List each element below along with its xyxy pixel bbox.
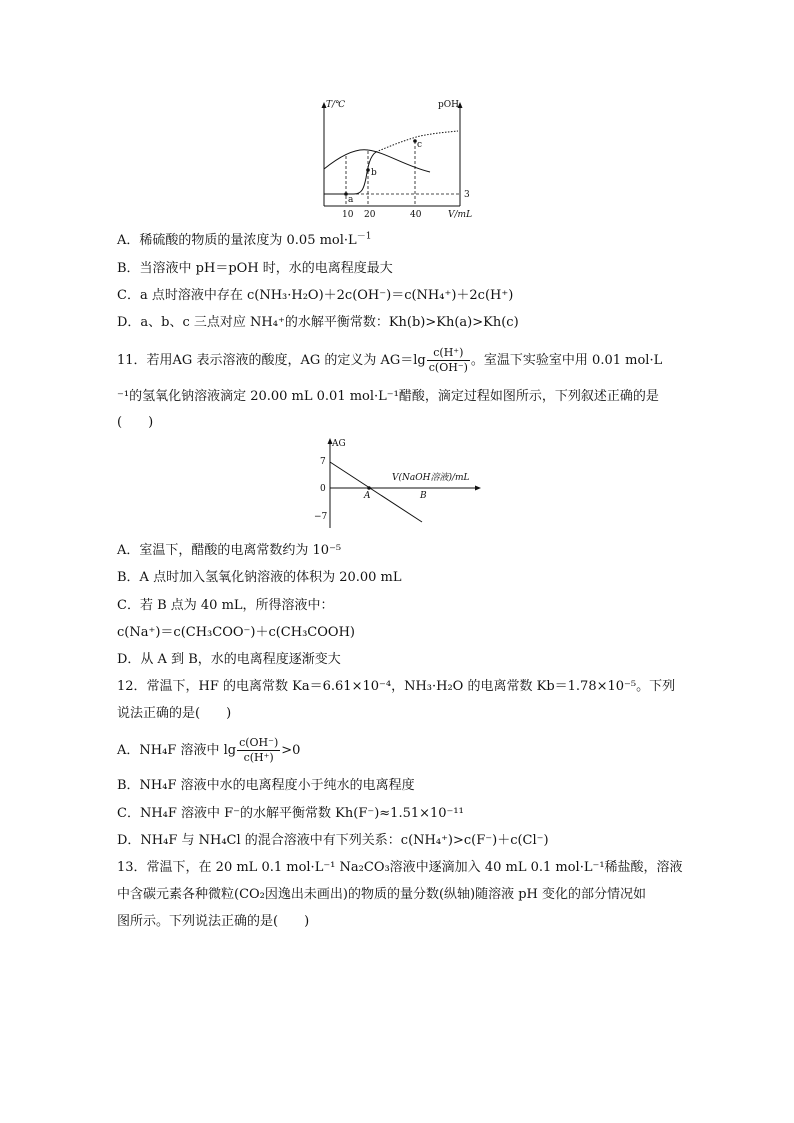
point-A-marker <box>367 486 371 490</box>
q10-option-b: B．当溶液中 pH＝pOH 时，水的电离程度最大 <box>117 261 393 276</box>
y-tick-7: 7 <box>320 457 326 467</box>
right-tick-3: 3 <box>464 190 470 200</box>
x-tick-10: 10 <box>342 210 354 220</box>
q10-option-a-sup: －1 <box>356 231 372 242</box>
q12-option-a-pre: A．NH₄F 溶液中 lg <box>117 743 237 758</box>
point-a-label: a <box>348 195 354 205</box>
q11-stem-line2: ⁻¹的氢氧化钠溶液滴定 20.00 mL 0.01 mol·L⁻¹醋酸，滴定过程如图所示，下列叙述正确的是 <box>117 389 659 404</box>
q10-option-c: C．a 点时溶液中存在 c(NH₃·H₂O)＋2c(OH⁻)＝c(NH₄⁺)＋2c(H⁺) <box>117 288 514 303</box>
q11-option-c: C．若 B 点为 40 mL，所得溶液中： <box>117 598 334 613</box>
q12-option-b: B．NH₄F 溶液中水的电离程度小于纯水的电离程度 <box>117 778 415 793</box>
q13-stem-line2: 中含碳元素各种微粒(CO₂因逸出未画出)的物质的量分数(纵轴)随溶液 pH 变化的部分情况如 <box>117 887 647 902</box>
point-c-label: c <box>417 140 423 150</box>
figure-1-titration-graph <box>310 96 480 221</box>
point-A-label: A <box>364 491 371 501</box>
q11-stem-line3: ( ) <box>117 415 154 430</box>
q11-stem-line1 <box>117 346 662 375</box>
q12-option-a <box>117 736 300 765</box>
q12-option-a-post: >0 <box>281 743 301 758</box>
y-tick-0: 0 <box>320 484 326 494</box>
q12-frac-num: c(OH⁻) <box>239 736 279 749</box>
figure-2-ag-graph <box>312 436 487 531</box>
x-tick-40: 40 <box>410 210 422 220</box>
q12-stem-line2: 说法正确的是( ) <box>117 706 232 721</box>
q10-option-d: D．a、b、c 三点对应 NH₄⁺的水解平衡常数：Kh(b)>Kh(a)>Kh(c) <box>117 315 519 330</box>
q10-option-a-text: A．稀硫酸的物质的量浓度为 0.05 mol·L <box>117 233 357 248</box>
x-tick-20: 20 <box>364 210 376 220</box>
q11-ag-fraction <box>427 346 470 375</box>
q11-option-b: B．A 点时加入氢氧化钠溶液的体积为 20.00 mL <box>117 570 402 585</box>
q11-frac-den: c(OH⁻) <box>428 361 468 374</box>
x-axis-label: V/mL <box>448 210 473 220</box>
x-axis-label: V(NaOH溶液)/mL <box>392 473 470 483</box>
q12-frac-den: c(H⁺) <box>243 751 274 764</box>
q13-stem-line3: 图所示。下列说法正确的是( ) <box>117 914 310 929</box>
q11-frac-num: c(H⁺) <box>427 346 470 361</box>
y-tick-minus7: −7 <box>314 512 328 522</box>
y-axis-label: AG <box>332 439 346 449</box>
left-y-label: T/℃ <box>326 100 346 110</box>
q11-option-d: D．从 A 到 B，水的电离程度逐渐变大 <box>117 652 341 667</box>
q11-option-a: A．室温下，醋酸的电离常数约为 10⁻⁵ <box>117 543 342 558</box>
q11-stem-post: 。室温下实验室中用 0.01 mol·L <box>470 353 663 368</box>
q12-option-c: C．NH₄F 溶液中 F⁻的水解平衡常数 Kh(F⁻)≈1.51×10⁻¹¹ <box>117 806 464 821</box>
temperature-curve <box>324 150 430 172</box>
point-b-label: b <box>371 168 377 178</box>
q12-stem-line1: 12．常温下，HF 的电离常数 Ka＝6.61×10⁻⁴，NH₃·H₂O 的电离常数 Kb＝1.78×10⁻⁵。下列 <box>117 679 676 694</box>
q12-option-a-fraction <box>237 736 280 765</box>
point-b-marker <box>366 168 370 172</box>
q11-stem-pre: 11．若用AG 表示溶液的酸度，AG 的定义为 AG＝lg <box>117 353 426 368</box>
q13-stem-line1: 13．常温下，在 20 mL 0.1 mol·L⁻¹ Na₂CO₃溶液中逐滴加入 40 mL 0.1 mol·L⁻¹稀盐酸，溶液 <box>117 860 683 875</box>
q12-option-d: D．NH₄F 与 NH₄Cl 的混合溶液中有下列关系：c(NH₄⁺)>c(F⁻)＋c(Cl⁻) <box>117 833 549 848</box>
x-axis-arrow <box>475 486 481 491</box>
q10-option-a <box>117 232 371 250</box>
right-y-label: pOH <box>438 100 459 110</box>
q11-option-c-equation: c(Na⁺)＝c(CH₃COO⁻)＋c(CH₃COOH) <box>117 625 355 640</box>
ag-line <box>330 462 422 522</box>
point-B-label: B <box>420 491 427 501</box>
